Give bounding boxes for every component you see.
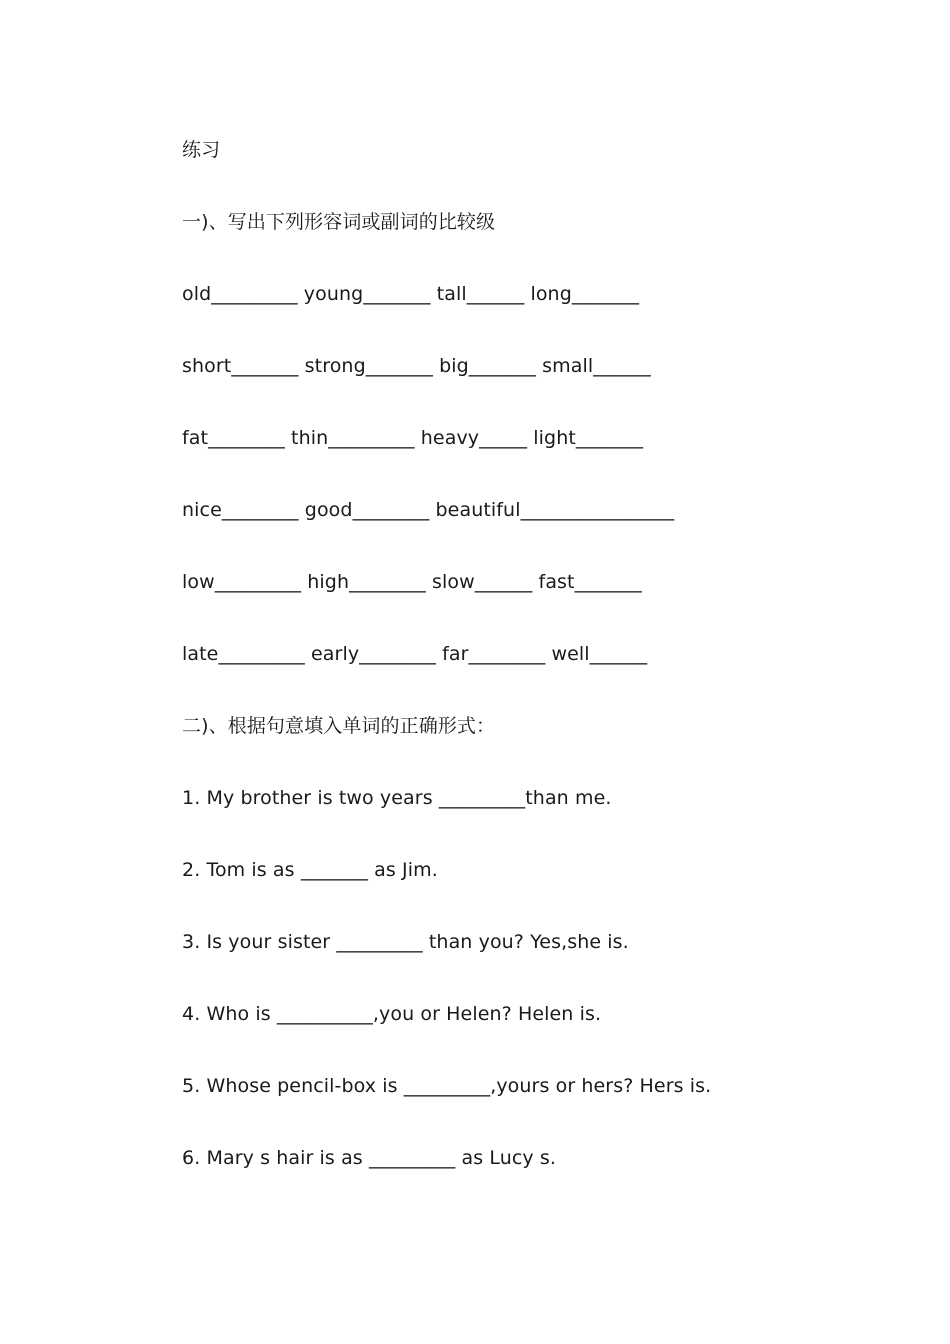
question-item: 4. Who is __________,you or Helen? Helen is.	[182, 1003, 602, 1025]
question-item: 2. Tom is as _______ as Jim.	[182, 859, 438, 881]
section-2-heading: 二)、根据句意填入单词的正确形式：	[182, 715, 496, 737]
question-item: 6. Mary s hair is as _________ as Lucy s.	[182, 1147, 557, 1169]
exercise-row: short_______ strong_______ big_______ small______	[182, 355, 651, 377]
exercise-row: fat________ thin_________ heavy_____ light_______	[182, 427, 644, 449]
exercise-row: late_________ early________ far________ well______	[182, 643, 648, 665]
question-item: 3. Is your sister _________ than you? Yes,she is.	[182, 931, 629, 953]
section-1-heading: 一)、写出下列形容词或副词的比较级	[182, 211, 496, 233]
question-item: 1. My brother is two years _________than me.	[182, 787, 612, 809]
exercise-row: nice________ good________ beautiful________________	[182, 499, 675, 521]
exercise-row: old_________ young_______ tall______ long_______	[182, 283, 640, 305]
question-item: 5. Whose pencil-box is _________,yours or hers? Hers is.	[182, 1075, 712, 1097]
exercise-row: low_________ high________ slow______ fast_______	[182, 571, 642, 593]
page-title: 练习	[182, 139, 221, 161]
